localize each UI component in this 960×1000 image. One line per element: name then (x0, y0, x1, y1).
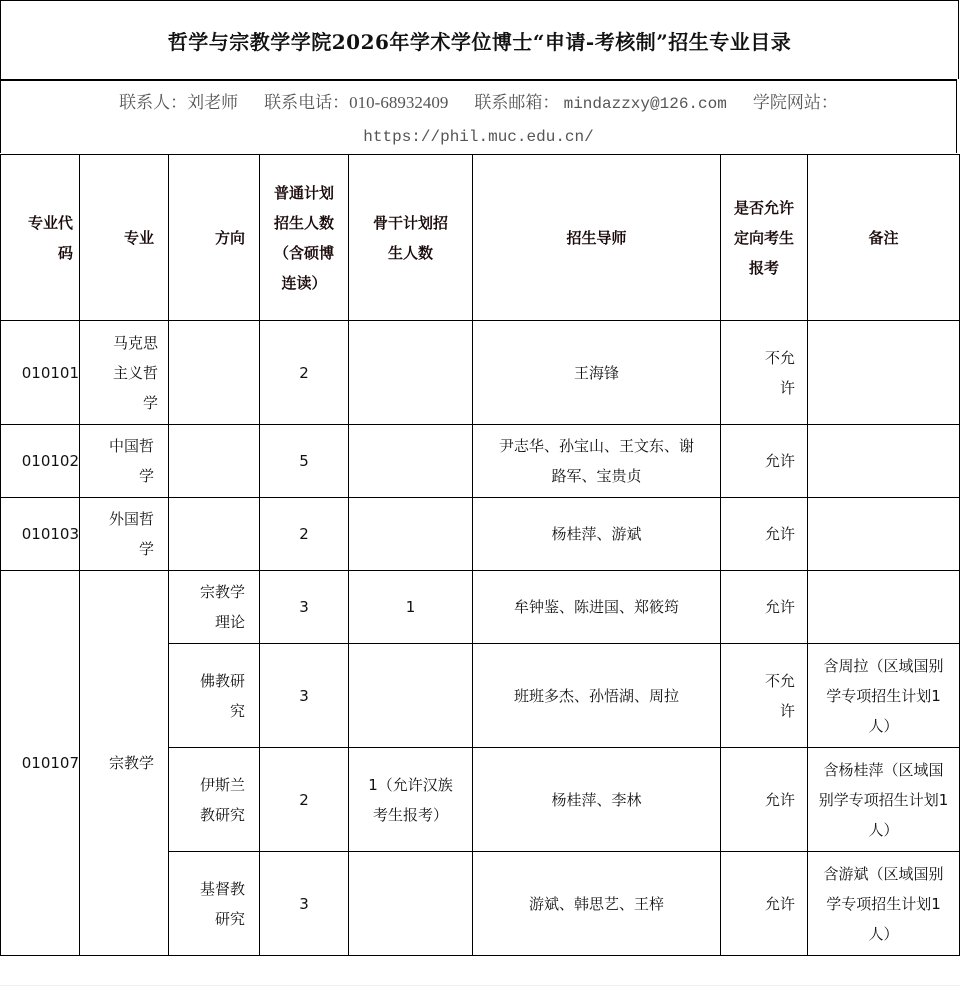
cell-remarks (808, 425, 960, 498)
header-remarks: 备注 (808, 155, 960, 321)
page-title: 哲学与宗教学学院2026年学术学位博士“申请-考核制”招生专业目录 (167, 29, 792, 54)
cell-major: 马克思主义哲学 (80, 321, 169, 425)
cell-regular-quota: 3 (260, 644, 349, 748)
cell-regular-quota: 2 (260, 321, 349, 425)
cell-remarks (808, 498, 960, 571)
cell-regular-quota: 3 (260, 571, 349, 644)
cell-directed: 允许 (721, 748, 808, 852)
cell-remarks: 含杨桂萍（区域国别学专项招生计划1人） (808, 748, 960, 852)
cell-supervisors: 班班多杰、孙悟湖、周拉 (473, 644, 721, 748)
admissions-table (0, 154, 960, 956)
cell-directed: 允许 (721, 571, 808, 644)
contact-website-label: 学院网站： (752, 93, 838, 112)
header-directed: 是否允许定向考生报考 (721, 155, 808, 321)
contact-info (0, 79, 957, 153)
cell-directed: 允许 (721, 852, 808, 956)
cell-backbone-quota: 1（允许汉族考生报考） (349, 748, 473, 852)
cell-regular-quota: 2 (260, 498, 349, 571)
title-box (0, 0, 959, 79)
cell-regular-quota: 3 (260, 852, 349, 956)
cell-supervisors: 杨桂萍、李林 (473, 748, 721, 852)
cell-code: 010102 (1, 425, 80, 498)
cell-code: 010101 (1, 321, 80, 425)
table-row (1, 498, 960, 571)
cell-direction: 基督教研究 (169, 852, 260, 956)
page-bottom-divider (0, 985, 960, 986)
cell-supervisors: 牟钟鉴、陈进国、郑筱筠 (473, 571, 721, 644)
cell-backbone-quota (349, 498, 473, 571)
contact-person: 联系人：刘老师 (119, 93, 239, 112)
contact-website-link[interactable]: https://phil.muc.edu.cn/ (363, 128, 594, 146)
cell-remarks: 含游斌（区域国别学专项招生计划1人） (808, 852, 960, 956)
cell-backbone-quota: 1 (349, 571, 473, 644)
cell-backbone-quota (349, 644, 473, 748)
header-direction: 方向 (169, 155, 260, 321)
cell-direction: 伊斯兰教研究 (169, 748, 260, 852)
cell-direction (169, 321, 260, 425)
cell-direction (169, 425, 260, 498)
cell-regular-quota: 5 (260, 425, 349, 498)
cell-major: 宗教学 (80, 571, 169, 956)
cell-supervisors: 王海锋 (473, 321, 721, 425)
cell-major: 外国哲学 (80, 498, 169, 571)
cell-directed: 允许 (721, 425, 808, 498)
cell-remarks (808, 571, 960, 644)
cell-major: 中国哲学 (80, 425, 169, 498)
cell-supervisors: 杨桂萍、游斌 (473, 498, 721, 571)
cell-code: 010103 (1, 498, 80, 571)
cell-remarks (808, 321, 960, 425)
header-backbone-quota: 骨干计划招生人数 (349, 155, 473, 321)
header-regular-quota: 普通计划招生人数（含硕博连读） (260, 155, 349, 321)
contact-email[interactable]: mindazzxy@126.com (563, 95, 727, 113)
cell-backbone-quota (349, 425, 473, 498)
header-major: 专业 (80, 155, 169, 321)
header-code: 专业代码 (1, 155, 80, 321)
header-supervisors: 招生导师 (473, 155, 721, 321)
table-row (1, 425, 960, 498)
table-row (1, 321, 960, 425)
cell-directed: 不允许 (721, 321, 808, 425)
cell-direction: 佛教研究 (169, 644, 260, 748)
cell-backbone-quota (349, 852, 473, 956)
cell-directed: 允许 (721, 498, 808, 571)
header-row (1, 155, 960, 321)
contact-email-label: 联系邮箱： (474, 93, 560, 112)
cell-remarks: 含周拉（区域国别学专项招生计划1人） (808, 644, 960, 748)
table-row (1, 571, 960, 644)
cell-backbone-quota (349, 321, 473, 425)
cell-code: 010107 (1, 571, 80, 956)
contact-phone: 联系电话：010-68932409 (264, 93, 449, 112)
cell-supervisors: 游斌、韩思艺、王梓 (473, 852, 721, 956)
cell-direction (169, 498, 260, 571)
cell-regular-quota: 2 (260, 748, 349, 852)
cell-direction: 宗教学理论 (169, 571, 260, 644)
cell-supervisors: 尹志华、孙宝山、王文东、谢路军、宝贵贞 (473, 425, 721, 498)
cell-directed: 不允许 (721, 644, 808, 748)
